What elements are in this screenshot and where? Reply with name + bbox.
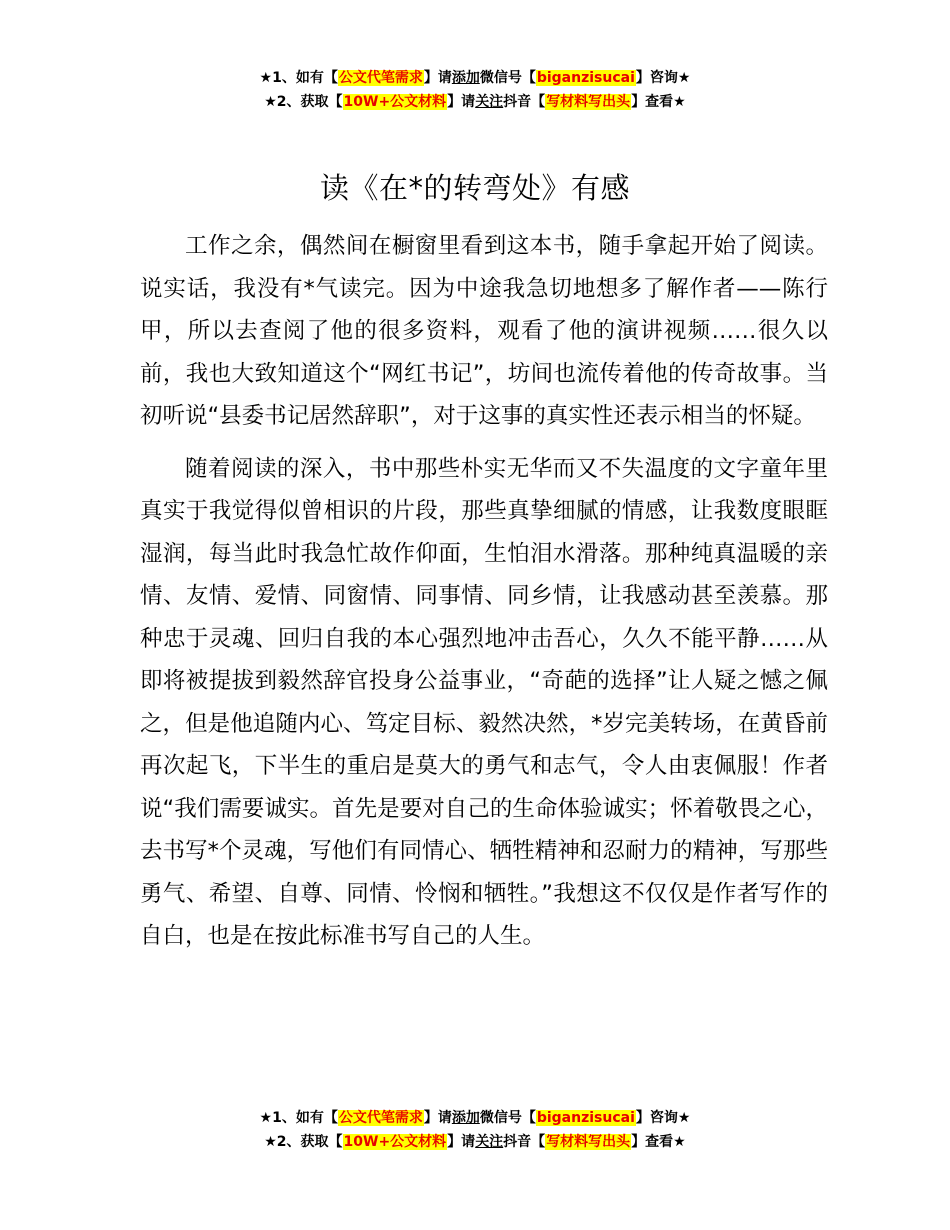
banner-text: 】咨询★ (635, 1110, 691, 1126)
banner-text: 】查看★ (631, 94, 686, 110)
banner-text: 】咨询★ (635, 70, 691, 86)
banner-line-1 (0, 66, 950, 90)
banner-text: ★1、如有【 (259, 70, 338, 86)
banner-text: ★2、获取【 (264, 1134, 343, 1150)
banner-underlined-text: 关注 (475, 1134, 504, 1150)
banner-text: 】请 (423, 1110, 452, 1126)
banner-text: 】请 (447, 1134, 476, 1150)
banner-text: 微信号【 (479, 1110, 536, 1126)
banner-text: 】请 (423, 70, 452, 86)
header-banner (0, 66, 950, 114)
banner-text: 抖音【 (503, 1134, 546, 1150)
banner-text: 抖音【 (503, 94, 546, 110)
banner-text: ★2、获取【 (264, 94, 343, 110)
footer-banner (0, 1106, 950, 1154)
banner-highlight: 公文代笔需求 (338, 1110, 423, 1126)
banner-underlined-text: 添加 (451, 1110, 480, 1126)
banner-line-2 (0, 90, 950, 114)
banner-highlight: 公文代笔需求 (338, 70, 423, 86)
banner-highlight: 10W+公文材料 (343, 94, 447, 110)
banner-line-1 (0, 1106, 950, 1130)
banner-wechat-id: biganzisucai (536, 1110, 635, 1126)
banner-underlined-text: 关注 (475, 94, 504, 110)
banner-underlined-text: 添加 (451, 70, 480, 86)
banner-wechat-id: biganzisucai (536, 70, 635, 86)
banner-douyin-name: 写材料写出头 (546, 1134, 631, 1150)
banner-text: 微信号【 (479, 70, 536, 86)
banner-text: 】请 (447, 94, 476, 110)
banner-line-2 (0, 1130, 950, 1154)
banner-text: 】查看★ (631, 1134, 686, 1150)
banner-douyin-name: 写材料写出头 (546, 94, 631, 110)
banner-text: ★1、如有【 (259, 1110, 338, 1126)
document-title: 读《在*的转弯处》有感 (319, 171, 630, 205)
banner-highlight: 10W+公文材料 (343, 1134, 447, 1150)
paragraph-1: 工作之余，偶然间在橱窗里看到这本书，随手拿起开始了阅读。说实话，我没有*气读完。因为中途我急切地想多了解作者——陈行甲，所以去查阅了他的很多资料，观看了他的演讲视频……很久以前，我也大致知道这个“网红书记”，坊间也流传着他的传奇故事。当初听说“县委书记居然辞职”，对于这事的真实性还表示相当的怀疑。 (140, 233, 828, 429)
document-body (140, 225, 828, 968)
paragraph-2: 随着阅读的深入，书中那些朴实无华而又不失温度的文字童年里真实于我觉得似曾相识的片段，那些真挚细腻的情感，让我数度眼眶湿润，每当此时我急忙故作仰面，生怕泪水滑落。那种纯真温暖的亲情、友情、爱情、同窗情、同事情、同乡情，让我感动甚至羡慕。那种忠于灵魂、回归自我的本心强烈地冲击吾心，久久不能平静……从即将被提拔到毅然辞官投身公益事业，“奇葩的选择”让人疑之憾之佩之，但是他追随内心、笃定目标、毅然决然，*岁完美转场，在黄昏前再次起飞，下半生的重启是莫大的勇气和志气，令人由衷佩服！作者说“我们需要诚实。首先是要对自己的生命体验诚实；怀着敬畏之心，去书写*个灵魂，写他们有同情心、牺牲精神和忍耐力的精神，写那些勇气、希望、自尊、同情、怜悯和牺牲。”我想这不仅仅是作者写作的自白，也是在按此标准书写自己的人生。 (140, 455, 828, 949)
